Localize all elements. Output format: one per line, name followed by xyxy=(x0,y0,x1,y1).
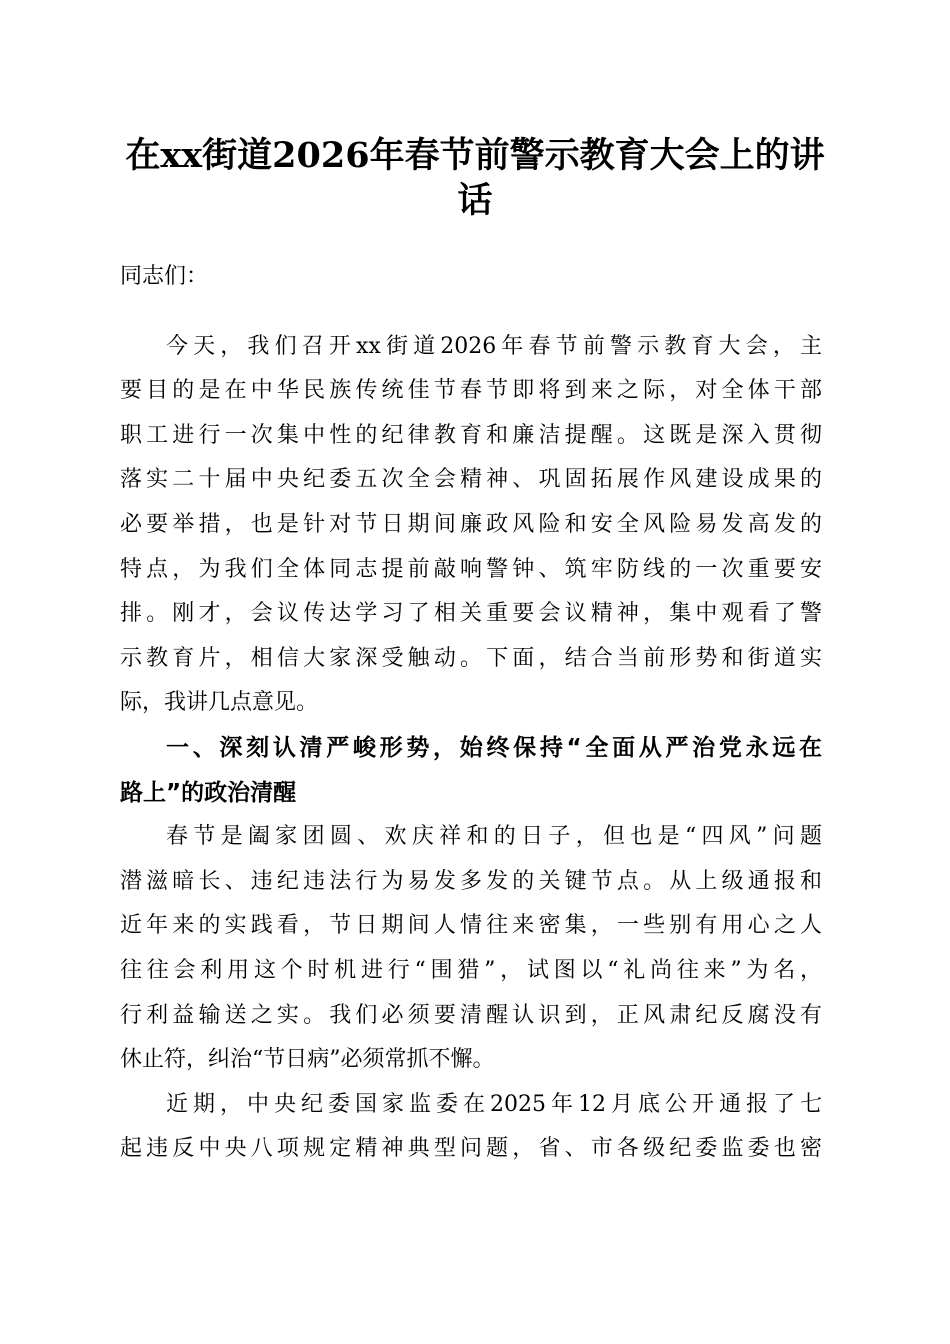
title-line: 在xx街道2026年春节前警示教育大会上的讲 xyxy=(125,135,825,176)
text-line: 际，我讲几点意见。 xyxy=(120,690,319,716)
text-line: 排。刚才，会议传达学习了相关重要会议精神，集中观看了警 xyxy=(120,601,822,627)
text-line: 示教育片，相信大家深受触动。下面，结合当前形势和街道实 xyxy=(120,645,822,671)
text-line: 落实二十届中央纪委五次全会精神、巩固拓展作风建设成果的 xyxy=(120,467,822,493)
paragraph xyxy=(120,815,822,1083)
section-heading xyxy=(120,726,822,815)
text-line: 潜滋暗长、违纪违法行为易发多发的关键节点。从上级通报和 xyxy=(120,868,822,894)
text-line: 特点，为我们全体同志提前敲响警钟、筑牢防线的一次重要安 xyxy=(120,556,822,582)
text-line: 路上”的政治清醒 xyxy=(120,779,297,806)
text-line: 近年来的实践看，节日期间人情往来密集，一些别有用心之人 xyxy=(120,913,822,939)
text-line: 必要举措，也是针对节日期间廉政风险和安全风险易发高发的 xyxy=(120,511,822,537)
paragraph xyxy=(120,325,822,726)
text-line: 要目的是在中华民族传统佳节春节即将到来之际，对全体干部 xyxy=(120,378,822,404)
paragraph xyxy=(120,1083,822,1172)
greeting: 同志们： xyxy=(120,264,209,289)
text-line: 近期，中央纪委国家监委在2025年12月底公开通报了七 xyxy=(166,1091,822,1117)
text-line: 职工进行一次集中性的纪律教育和廉洁提醒。这既是深入贯彻 xyxy=(120,422,822,448)
text-line: 一、深刻认清严峻形势，始终保持“全面从严治党永远在 xyxy=(166,734,822,761)
text-line: 今天，我们召开xx街道2026年春节前警示教育大会，主 xyxy=(166,333,822,359)
title-line: 话 xyxy=(457,180,493,221)
document-title xyxy=(100,133,850,223)
text-line: 起违反中央八项规定精神典型问题，省、市各级纪委监委也密 xyxy=(120,1136,822,1162)
document-body xyxy=(120,255,822,1172)
text-line: 休止符，纠治“节日病”必须常抓不懈。 xyxy=(120,1047,495,1073)
text-line: 春节是阖家团圆、欢庆祥和的日子，但也是“四风”问题 xyxy=(166,824,822,850)
text-line: 行利益输送之实。我们必须要清醒认识到，正风肃纪反腐没有 xyxy=(120,1002,822,1028)
text-line: 往往会利用这个时机进行“围猎”，试图以“礼尚往来”为名， xyxy=(120,957,822,983)
